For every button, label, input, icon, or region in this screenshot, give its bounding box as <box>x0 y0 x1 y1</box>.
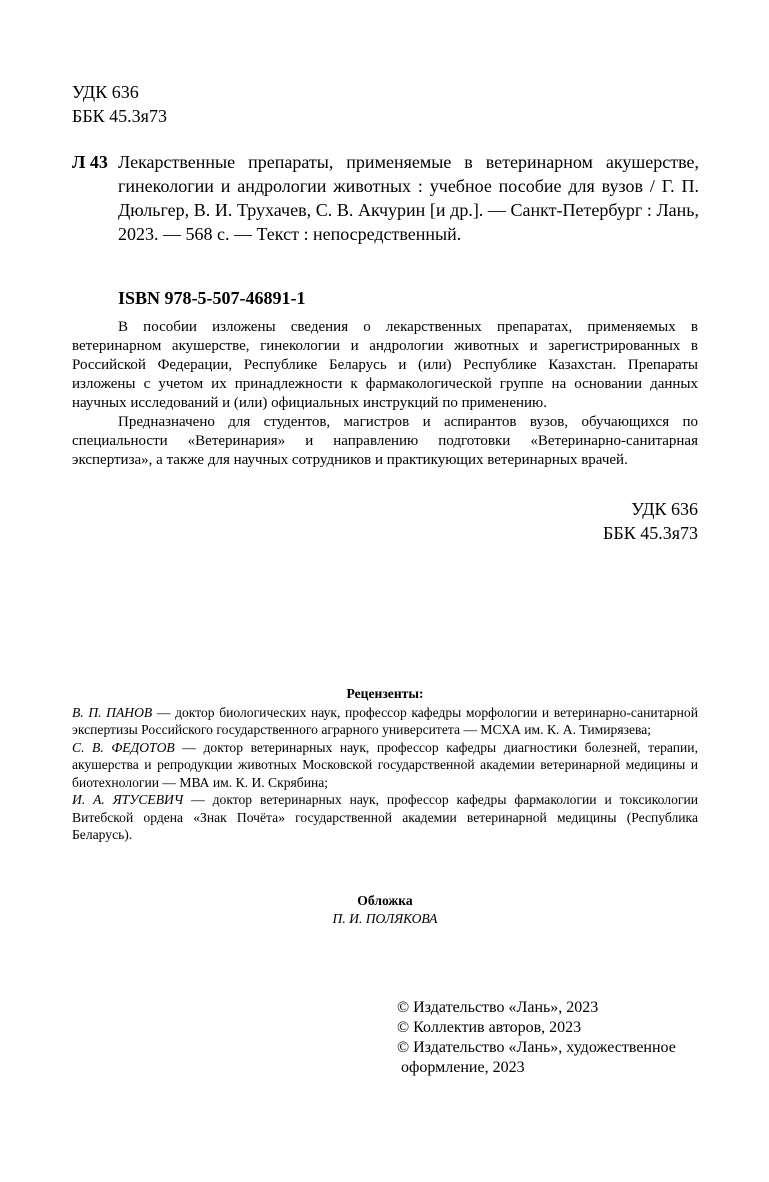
bibliographic-description: Лекарственные препараты, применяемые в ветеринарном акушерстве, гинекологии и андрологии животных : учебное пособие для вузов / Г. П. Дюльгер, В. И. Трухачев, С. В. Акчурин [и др.]. — Санкт-Петербург : Лань, 2023. — 568 с. — Текст : непосредственный. <box>118 152 699 244</box>
copyright-line: © Коллектив авторов, 2023 <box>397 1019 582 1036</box>
bibliographic-entry <box>72 150 699 246</box>
annotation <box>72 318 698 470</box>
reviewer-details: — доктор биологических наук, профессор кафедры морфологии и ветеринарно-санитарной экспертизы Российского государственного аграрного университета — МСХА им. К. А. Тимирязева; <box>72 704 698 737</box>
annotation-paragraph: Предназначено для студентов, магистров и аспирантов вузов, обучающихся по специальности «Ветеринария» и направлению подготовки «Ветеринарно-санитарная экспертиза», а также для научных сотрудников и практикующих ветеринарных врачей. <box>72 414 698 468</box>
bbk-code: ББК 45.3я73 <box>603 523 698 543</box>
reviewer-details: — доктор ветеринарных наук, профессор кафедры фармакологии и токсикологии Витебской ордена «Знак Почёта» государственной академии ветеринарной медицины (Республика Беларусь). <box>72 792 699 842</box>
reviewers-section <box>72 685 698 844</box>
isbn: ISBN 978-5-507-46891-1 <box>118 288 306 308</box>
reviewer-item <box>72 739 698 792</box>
copyright-line: оформление, 2023 <box>401 1059 525 1076</box>
reviewer-name: С. В. ФЕДОТОВ <box>72 739 175 755</box>
author-mark: Л 43 <box>72 152 108 172</box>
copyright-block <box>397 998 697 1078</box>
reviewer-item <box>72 704 698 739</box>
cover-credit <box>72 892 698 928</box>
classification-bottom <box>560 497 698 545</box>
reviewer-item <box>72 791 698 844</box>
reviewer-name: В. П. ПАНОВ <box>72 704 153 720</box>
copyright-line: © Издательство «Лань», художественное <box>397 1039 676 1056</box>
copyright-line: © Издательство «Лань», 2023 <box>397 999 599 1016</box>
reviewers-heading: Рецензенты: <box>346 686 424 701</box>
udk-code: УДК 636 <box>631 499 698 519</box>
classification-top <box>72 80 167 128</box>
udk-code: УДК 636 <box>72 82 139 102</box>
reviewer-name: И. А. ЯТУСЕВИЧ <box>72 792 184 807</box>
cover-designer: П. И. ПОЛЯКОВА <box>332 911 438 926</box>
annotation-paragraph: В пособии изложены сведения о лекарственных препаратах, применяемых в ветеринарном акушерстве, гинекологии и андрологии животных и зарегистрированных в Российской Федерации, Республике Беларусь и (или) Республике Казахстан. Препараты изложены с учетом их принадлежности к фармакологической группе на основании данных научных исследований и (или) официальных инструкций по применению. <box>72 319 698 411</box>
cover-heading: Обложка <box>357 893 413 908</box>
reviewer-details: — доктор ветеринарных наук, профессор кафедры диагностики болезней, терапии, акушерства и репродукции животных Московской государственной академии ветеринарной медицины и биотехнологии — МВА им. К. И. Скрябина; <box>72 739 698 790</box>
bbk-code: ББК 45.3я73 <box>72 106 167 126</box>
